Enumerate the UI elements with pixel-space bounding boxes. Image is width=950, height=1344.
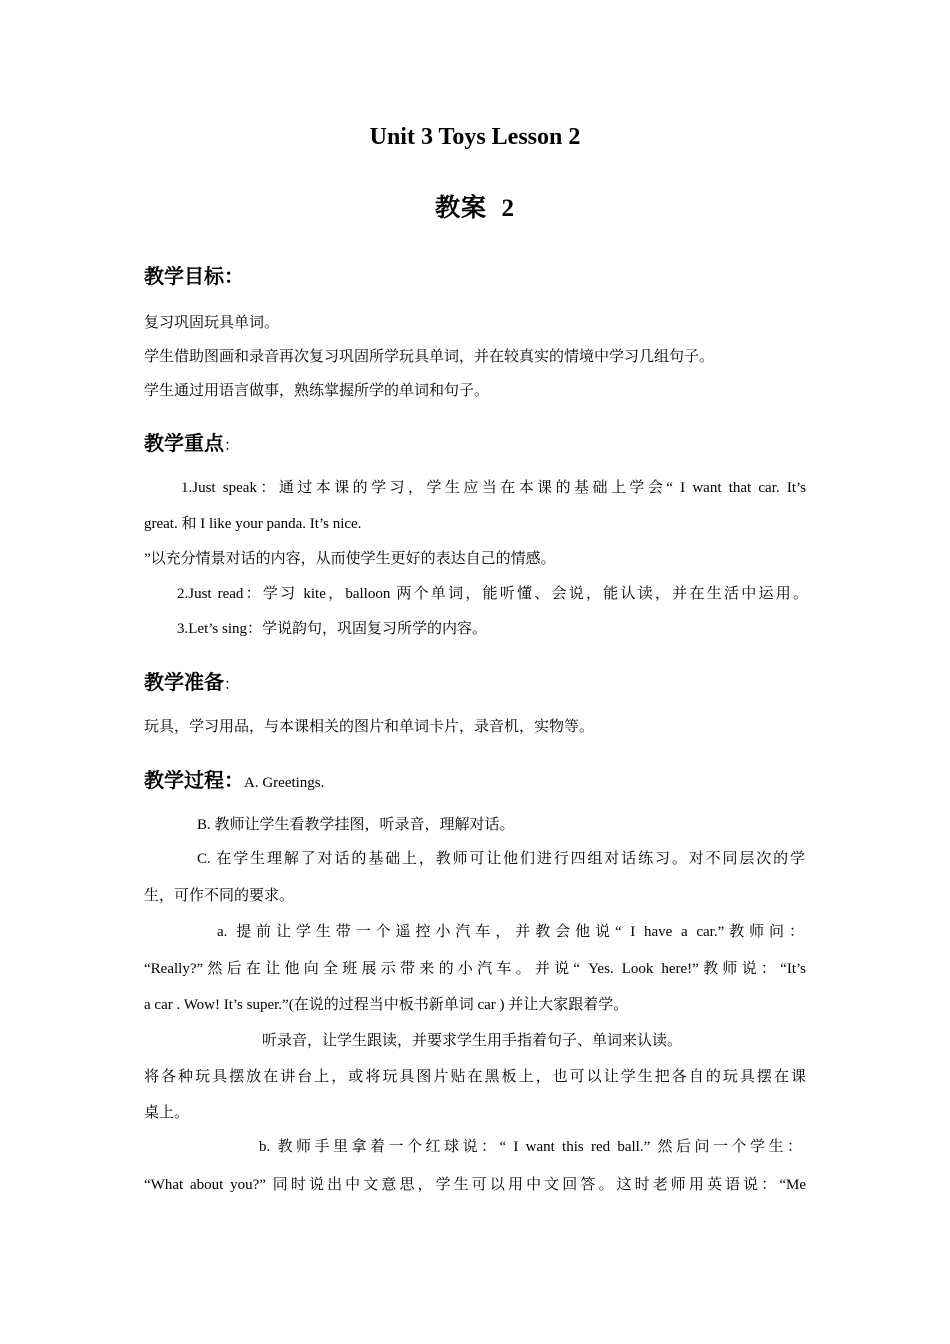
goals-line: 学生借助图画和录音再次复习巩固所学玩具单词，并在较真实的情境中学习几组句子。 bbox=[144, 349, 715, 365]
process-line: B. 教师让学生看教学挂图，听录音，理解对话。 bbox=[197, 817, 515, 833]
process-line: “Really?”然后在让他向全班展示带来的小汽车。并说“ Yes. Look here!”教师说：“It’s bbox=[144, 961, 806, 977]
goals-line: 复习巩固玩具单词。 bbox=[144, 315, 280, 331]
process-line: a. 提前让学生带一个遥控小汽车，并教会他说“ I have a car.”教师问： bbox=[217, 924, 804, 940]
process-line: b. 教师手里拿着一个红球说：“ I want this red ball.” 然后问一个学生： bbox=[259, 1139, 802, 1155]
document-title: Unit 3 Toys Lesson 2 bbox=[369, 124, 581, 150]
keypoints-line: great. 和 I like your panda. It’s nice. bbox=[144, 516, 362, 532]
keypoints-line: 2.Just read：学习 kite，balloon 两个单词，能听懂、会说，能认读，并在生活中运用。 bbox=[177, 586, 808, 602]
prep-heading-colon: ： bbox=[224, 677, 240, 693]
process-line: C. 在学生理解了对话的基础上，教师可让他们进行四组对话练习。对不同层次的学 bbox=[197, 851, 805, 867]
process-line: 将各种玩具摆放在讲台上，或将玩具图片贴在黑板上，也可以让学生把各自的玩具摆在课 bbox=[144, 1069, 806, 1085]
keypoints-line: ”以充分情景对话的内容，从而使学生更好的表达自己的情感。 bbox=[144, 551, 556, 567]
process-heading-text: 教学过程： bbox=[144, 768, 244, 792]
process-line: 生，可作不同的要求。 bbox=[144, 888, 295, 904]
keypoints-heading-text: 教学重点 bbox=[144, 431, 224, 455]
section-heading-prep bbox=[144, 666, 239, 695]
process-line: 听录音，让学生跟读，并要求学生用手指着句子、单词来认读。 bbox=[262, 1033, 683, 1049]
process-line: 桌上。 bbox=[144, 1105, 190, 1121]
goals-line: 学生通过用语言做事，熟练掌握所学的单词和句子。 bbox=[144, 383, 490, 399]
process-line: “What about you?” 同时说出中文意思，学生可以用中文回答。这时老师用英语说：“Me bbox=[144, 1177, 806, 1193]
process-heading-tail: A. Greetings. bbox=[244, 775, 325, 791]
process-line: a car . Wow! It’s super.”(在说的过程当中板书新单词 car ) 并让大家跟着学。 bbox=[144, 997, 629, 1013]
document-subtitle: 教案 2 bbox=[434, 195, 515, 222]
keypoints-line: 1.Just speak：通过本课的学习，学生应当在本课的基础上学会“ I want that car. It’s bbox=[181, 480, 806, 496]
section-heading-process bbox=[144, 764, 324, 793]
keypoints-heading-colon: ： bbox=[224, 438, 240, 454]
prep-line: 玩具，学习用品，与本课相关的图片和单词卡片，录音机，实物等。 bbox=[144, 719, 595, 735]
section-heading-goals: 教学目标： bbox=[144, 264, 244, 288]
keypoints-line: 3.Let’s sing：学说韵句，巩固复习所学的内容。 bbox=[177, 621, 487, 637]
section-heading-keypoints bbox=[144, 427, 239, 456]
prep-heading-text: 教学准备 bbox=[144, 670, 224, 694]
